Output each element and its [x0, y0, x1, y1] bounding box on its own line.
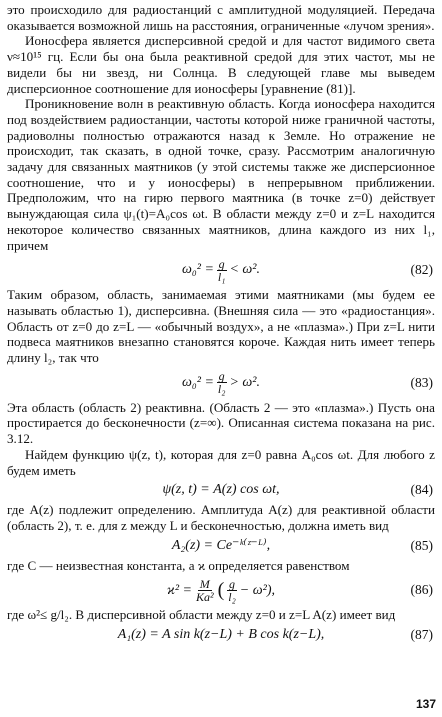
equation-rhs: > ω².	[229, 374, 260, 390]
paragraph: где A(z) подлежит определению. Амплитуда A(z) для реактивной области (область 2), т. е. для z между L и бесконечностью, должна иметь вид	[7, 502, 435, 533]
fraction	[194, 578, 216, 603]
equation-number: (87)	[410, 627, 433, 643]
equation-number: (86)	[410, 582, 433, 598]
fraction-numerator: g	[218, 369, 225, 384]
paragraph: Таким образом, область, занимаемая этими маятниками (мы будем ее называть областью 1), дисперсивна. (Внешняя сила — это «радиостанция». Область от z=0 до z=L — «обычный воздух», а не «плазма».) При z=L нити подвеса маятников внезапно становятся короче. Каждая нить имеет теперь длину l₂, так что	[7, 287, 435, 366]
equation-83	[7, 366, 435, 400]
equation-number: (85)	[410, 537, 433, 553]
equation-82	[7, 253, 435, 287]
equation-number: (83)	[410, 374, 433, 390]
paragraph: где ω²≤ g/l₂. В дисперсивной области между z=0 и z=L A(z) имеет вид	[7, 607, 396, 623]
equation-85	[7, 534, 435, 558]
fraction-numerator: M	[199, 576, 210, 591]
equation-number: (82)	[410, 262, 433, 278]
equation-84	[7, 478, 435, 502]
equation-text: A₁(z) = A sin k(z−L) + B cos k(z−L),	[117, 627, 325, 643]
equation-number: (84)	[410, 482, 433, 498]
paragraph: где C — неизвестная константа, а ϰ определяется равенством	[7, 557, 350, 573]
equation-87	[7, 623, 435, 647]
fraction	[216, 370, 228, 395]
paren-open: (	[217, 579, 225, 602]
document-page	[7, 2, 435, 647]
fraction-numerator: g	[218, 256, 225, 271]
paragraph: это происходило для радиостанций с амплитудной модуляцией. Передача оказывается возможной лишь на расстояния, ограниченные «лучом зрения».	[7, 2, 435, 33]
fraction-numerator: g	[229, 576, 236, 591]
equation-rhs: − ω²),	[239, 582, 275, 598]
fraction-denominator: l₂	[228, 589, 236, 604]
fraction	[226, 578, 238, 603]
fraction	[216, 258, 228, 283]
equation-text: A₂(z) = Ce⁻ᵏ⁽ᶻ⁻ᴸ⁾,	[171, 537, 271, 553]
equation-lhs: ϰ² =	[166, 582, 192, 598]
fraction-denominator: l₂	[217, 382, 226, 397]
equation-86	[7, 573, 435, 607]
equation-lhs: ω₀² =	[182, 262, 214, 278]
equation-lhs: ω₀² =	[182, 374, 214, 390]
equation-text: ψ(z, t) = A(z) cos ωt,	[162, 482, 280, 498]
fraction-denominator: Ka²	[196, 589, 214, 604]
paragraph: Ионосфера является дисперсивной средой и для частот видимого света ν≈10¹⁵ гц. Если бы она была реактивной средой для этих частот, мы не видели бы ни звезд, ни Солнца. В следующей главе мы выведем дисперсионное соотношение для ионосферы [уравнение (81)].	[7, 33, 435, 96]
paragraph: Проникновение волн в реактивную область. Когда ионосфера находится под воздействием радиостанции, частоты которой ниже граничной частоты, радиоволны полностью отражаются назад к Земле. Но отражение не происходит, так сказать, в одной точке, сразу. Рассмотрим аналогичную задачу для связанных маятников (у этой системы также же дисперсионное соотношение, что и у ионосферы) в непрерывном приближении. Предположим, что на гирю первого маятника (в точке z=0) действует вынуждающая сила ψ₁(t)=A₀cos ωt. В области между z=0 и z=L находится некоторое количество связанных маятников, длина каждого из них l₁, причем	[7, 96, 435, 253]
fraction-denominator: l₁	[217, 269, 226, 284]
paragraph: Эта область (область 2) реактивна. (Область 2 — это «плазма».) Пусть она простирается до бесконечности (z=∞). Описанная система показана на рис. 3.12.	[7, 399, 435, 447]
page-number: 137	[415, 697, 436, 712]
paragraph: Найдем функцию ψ(z, t), которая для z=0 равна A₀cos ωt. Для любого z будем иметь	[7, 446, 435, 478]
equation-rhs: < ω².	[229, 262, 260, 278]
